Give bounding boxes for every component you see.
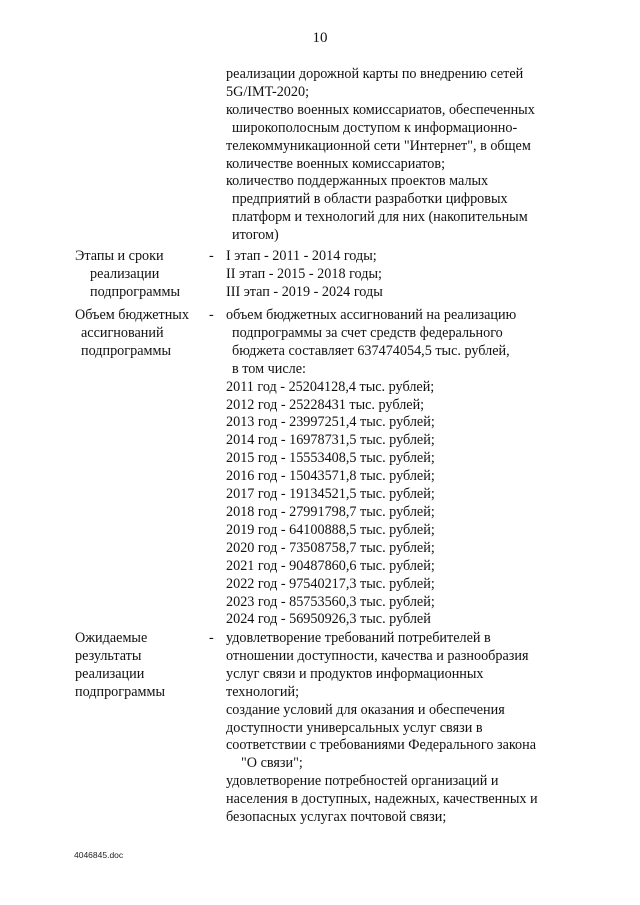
budget-year-line: 2019 год - 64100888,5 тыс. рублей; (226, 521, 435, 538)
budget-year-line: 2024 год - 56950926,3 тыс. рублей (226, 611, 431, 628)
budget-label-line: Объем бюджетных (75, 307, 189, 323)
results-line: удовлетворение потребностей организаций и (226, 773, 499, 790)
results-dash: - (209, 630, 214, 646)
budget-year-line: 2014 год - 16978731,5 тыс. рублей; (226, 432, 435, 449)
continuation-line: платформ и технологий для них (накопительным (232, 209, 528, 226)
budget-year-line: 2023 год - 85753560,3 тыс. рублей; (226, 593, 435, 610)
budget-label (75, 307, 205, 361)
budget-line: бюджета составляет 637474054,5 тыс. рублей, (232, 342, 510, 359)
budget-year-line: 2021 год - 90487860,6 тыс. рублей; (226, 557, 435, 574)
stages-content (226, 248, 566, 302)
budget-dash: - (209, 307, 214, 323)
indicators-continuation (226, 66, 566, 245)
stage-line: I этап - 2011 - 2014 годы; (226, 248, 377, 264)
budget-year-line: 2020 год - 73508758,7 тыс. рублей; (226, 539, 435, 556)
results-line: "О связи"; (241, 755, 303, 772)
document-filename: 4046845.doc (74, 850, 124, 860)
continuation-line: широкополосным доступом к информационно- (232, 119, 518, 136)
budget-year-line: 2017 год - 19134521,5 тыс. рублей; (226, 486, 435, 503)
stages-label-line: реализации (90, 265, 160, 282)
budget-label-line: ассигнований (81, 324, 164, 341)
results-label-line: Ожидаемые (75, 630, 148, 646)
continuation-line: итогом) (232, 227, 279, 244)
results-line: удовлетворение требований потребителей в (226, 630, 491, 646)
budget-year-line: 2011 год - 25204128,4 тыс. рублей; (226, 378, 435, 395)
budget-year-line: 2016 год - 15043571,8 тыс. рублей; (226, 468, 435, 485)
budget-line: в том числе: (232, 360, 306, 377)
continuation-line: количество поддержанных проектов малых (226, 173, 489, 190)
results-line: технологий; (226, 683, 300, 700)
results-label-line: подпрограммы (75, 683, 165, 700)
budget-line: объем бюджетных ассигнований на реализацию (226, 307, 517, 323)
page-number: 10 (312, 30, 328, 46)
continuation-line: реализации дорожной карты по внедрению сетей (226, 66, 524, 82)
stages-dash: - (209, 248, 214, 264)
stages-label-line: подпрограммы (90, 283, 180, 300)
budget-year-line: 2018 год - 27991798,7 тыс. рублей; (226, 503, 435, 520)
stages-label (75, 248, 205, 302)
continuation-line: количество военных комиссариатов, обеспеченных (226, 101, 535, 118)
continuation-line: предприятий в области разработки цифровых (232, 191, 508, 208)
budget-year-line: 2012 год - 25228431 тыс. рублей; (226, 396, 425, 413)
results-label-line: реализации (75, 665, 145, 682)
results-line: услуг связи и продуктов информационных (226, 665, 484, 682)
results-line: соответствии с требованиями Федерального закона (226, 737, 537, 754)
results-line: безопасных услугах почтовой связи; (226, 809, 447, 826)
budget-year-line: 2015 год - 15553408,5 тыс. рублей; (226, 450, 435, 467)
budget-line: подпрограммы за счет средств федерального (232, 324, 503, 341)
results-line: доступности универсальных услуг связи в (226, 719, 483, 736)
continuation-line: телекоммуникационной сети "Интернет", в общем (226, 137, 531, 154)
results-line: создание условий для оказания и обеспечения (226, 701, 505, 718)
results-label (75, 630, 205, 702)
stages-label-line: Этапы и сроки (75, 248, 164, 264)
results-line: населения в доступных, надежных, качественных и (226, 791, 538, 808)
budget-label-line: подпрограммы (81, 342, 171, 359)
results-line: отношении доступности, качества и разнообразия (226, 647, 529, 664)
budget-year-line: 2022 год - 97540217,3 тыс. рублей; (226, 575, 435, 592)
stage-line: II этап - 2015 - 2018 годы; (226, 265, 382, 282)
results-content (226, 630, 566, 827)
continuation-line: 5G/IMT-2020; (226, 83, 310, 100)
budget-year-line: 2013 год - 23997251,4 тыс. рублей; (226, 414, 435, 431)
results-label-line: результаты (75, 647, 142, 664)
stage-line: III этап - 2019 - 2024 годы (226, 283, 383, 300)
continuation-line: количестве военных комиссариатов; (226, 155, 446, 172)
budget-content (226, 307, 566, 629)
